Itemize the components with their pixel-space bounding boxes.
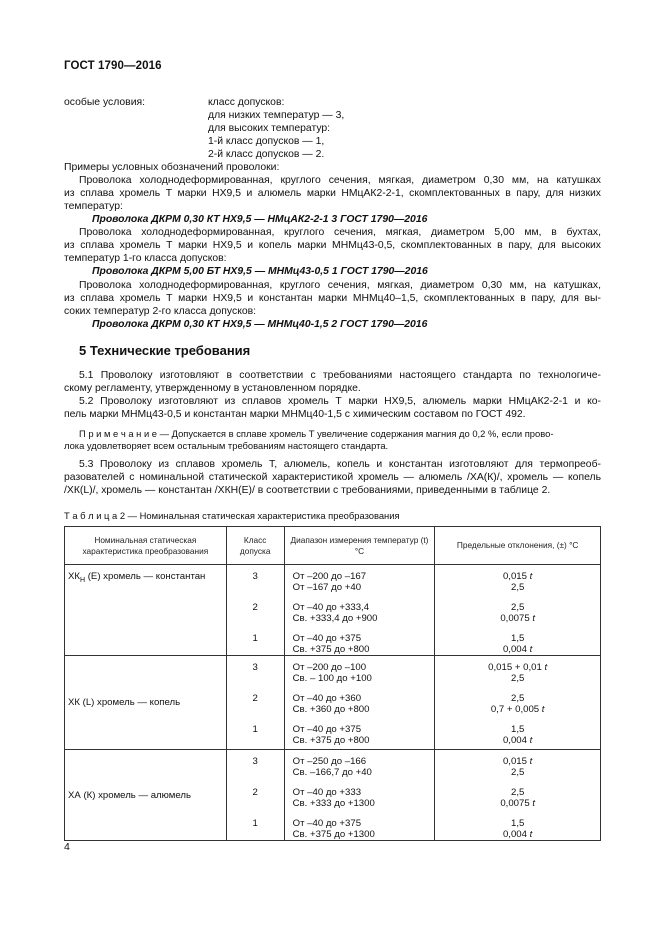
para-5-1-line: 5.1 Проволоку изготовляют в соответствии с требованиями настоящего стандарта по технологиче- xyxy=(79,370,601,381)
range-value: От –40 до +375 xyxy=(292,633,362,644)
range-value: От –200 до –167 xyxy=(292,571,367,582)
deviation-value: 0,0075 t xyxy=(500,613,535,624)
deviation-value: 0,7 + 0,005 t xyxy=(490,704,545,715)
special-line: для низких температур — 3, xyxy=(208,110,345,121)
class-value: 2 xyxy=(252,602,258,613)
characteristic-cell xyxy=(65,750,227,841)
para-5-2-line: пель марки МНМц43-0,5 и константан марки МНМц40-1,5 с химическим составом по ГОСТ 492. xyxy=(64,409,526,420)
example-2-line: температур 1-го класса допусков: xyxy=(64,253,227,264)
range-value: Св. +375 до +800 xyxy=(292,735,370,746)
special-line: 2-й класс допусков — 2. xyxy=(208,149,325,160)
header-class: Класс допуска xyxy=(226,527,284,565)
example-2-line: из сплава хромель Т марки НХ9,5 и копель марки МНМц43-0,5, скомплектованных в пару, для высоких xyxy=(64,240,601,251)
table-2 xyxy=(64,526,601,841)
deviation-cell xyxy=(435,565,601,656)
range-value: От –200 до –100 xyxy=(292,662,367,673)
range-value: Св. +333 до +1300 xyxy=(292,798,375,809)
range-value: От –167 до +40 xyxy=(292,582,362,593)
para-5-1-line: скому регламенту, утвержденному в установленном порядке. xyxy=(64,383,361,394)
range-value: От –40 до +333,4 xyxy=(292,602,370,613)
deviation-value: 0,004 t xyxy=(502,829,533,840)
deviation-value: 1,5 xyxy=(510,818,525,829)
range-value: От –40 до +375 xyxy=(292,818,362,829)
example-1-line: из сплава хромель Т марки НХ9,5 и алюмель марки НМцАК2-2-1, скомплектованных в пару, для низких xyxy=(64,188,601,199)
section-title: 5 Технические требования xyxy=(79,343,251,358)
class-value: 1 xyxy=(252,633,258,644)
header-deviation: Предельные отклонения, (±) °C xyxy=(435,527,601,565)
characteristic-subscript: Н xyxy=(80,576,86,584)
note-line: лока удовлетворяет всем остальным требованиям настоящего стандарта. xyxy=(64,440,389,451)
table-caption-text: 2 — Номинальная статическая характеристика преобразования xyxy=(117,510,400,521)
class-value: 3 xyxy=(252,662,258,673)
deviation-value: 2,5 xyxy=(510,693,525,704)
example-3-line: Проволока холоднодеформированная, круглого сечения, мягкая, диаметром 0,30 мм, на катушках, xyxy=(79,280,601,291)
range-cell xyxy=(284,750,435,841)
deviation-value: 2,5 xyxy=(510,673,525,684)
class-value: 1 xyxy=(252,724,258,735)
deviation-value: 1,5 xyxy=(510,633,525,644)
example-3-line: из сплава хромель Т марки НХ9,5 и константан марки МНМц40–1,5, скомплектованных в пару, для вы- xyxy=(64,293,601,304)
class-value: 3 xyxy=(252,756,258,767)
deviation-value: 0,015 t xyxy=(502,756,533,767)
page-number: 4 xyxy=(64,841,70,853)
table-caption xyxy=(64,510,400,521)
class-cell xyxy=(226,750,284,841)
example-3-designation: Проволока ДКРМ 0,30 КТ НХ9,5 — МНМц40-1,5 2 ГОСТ 1790—2016 xyxy=(92,319,428,330)
example-3-line: соких температур 2-го класса допусков: xyxy=(64,306,257,317)
example-1-designation: Проволока ДКРМ 0,30 КТ НХ9,5 — НМцАК2-2-1 3 ГОСТ 1790—2016 xyxy=(92,214,428,225)
examples-heading: Примеры условных обозначений проволоки: xyxy=(64,162,280,173)
class-cell xyxy=(226,656,284,750)
class-value: 2 xyxy=(252,787,258,798)
range-value: Св. – 100 до +100 xyxy=(292,673,372,684)
characteristic-cell xyxy=(65,565,227,656)
document-header: ГОСТ 1790—2016 xyxy=(64,60,162,72)
note-text: — Допускается в сплаве хромель Т увеличение содержания магния до 0,2 %, если прово- xyxy=(157,428,554,439)
para-5-3-line: 5.3 Проволоку из сплавов хромель Т, алюмель, копель и константан изготовляют для термопреоб- xyxy=(79,459,601,470)
para-5-2-line: 5.2 Проволоку изготовляют из сплавов хромель Т марки НХ9,5, алюмель марки НМцАК2-2-1 и ко- xyxy=(79,396,601,407)
characteristic-cell xyxy=(65,656,227,750)
table-row xyxy=(65,565,601,656)
deviation-cell xyxy=(435,656,601,750)
deviation-value: 2,5 xyxy=(510,602,525,613)
deviation-value: 0,015 + 0,01 t xyxy=(488,662,548,673)
range-value: От –40 до +333 xyxy=(292,787,362,798)
table-caption-label: Т а б л и ц а xyxy=(64,510,118,521)
range-value: Св. +333,4 до +900 xyxy=(292,613,378,624)
class-value: 1 xyxy=(252,818,258,829)
class-cell xyxy=(226,565,284,656)
deviation-value: 2,5 xyxy=(510,767,525,778)
example-2-designation: Проволока ДКРМ 5,00 БТ НХ9,5 — МНМц43-0,5 1 ГОСТ 1790—2016 xyxy=(92,266,428,277)
characteristic-name: ХА (К) хромель — алюмель xyxy=(68,789,191,801)
para-5-3-line: /ХК(L)/, хромель — константан /ХКН(Е)/ в соответствии с требованиями, приведенными в таблице 2. xyxy=(64,485,551,496)
range-cell xyxy=(284,656,435,750)
header-characteristic: Номинальная статическая характеристика преобразования xyxy=(65,527,227,565)
range-value: Св. +360 до +800 xyxy=(292,704,370,715)
header-range: Диапазон измерения температур (t) °C xyxy=(284,527,435,565)
range-cell xyxy=(284,565,435,656)
deviation-value: 1,5 xyxy=(510,724,525,735)
special-line: класс допусков: xyxy=(208,97,285,108)
characteristic-name-rest: (Е) хромель — константан xyxy=(85,571,206,582)
range-value: Св. –166,7 до +40 xyxy=(292,767,372,778)
example-2-line: Проволока холоднодеформированная, круглого сечения, мягкая, диаметром 5,00 мм, в бухтах, xyxy=(79,227,601,238)
characteristic-name: ХК (L) хромель — копель xyxy=(68,697,181,708)
deviation-value: 0,0075 t xyxy=(500,798,535,809)
special-line: 1-й класс допусков — 1, xyxy=(208,136,325,147)
table-row xyxy=(65,656,601,750)
class-value: 3 xyxy=(252,571,258,582)
deviation-value: 2,5 xyxy=(510,582,525,593)
para-5-3-line: разователей с номинальной статической характеристикой хромель — алюмель /ХА(К)/, хромель — копель xyxy=(64,472,601,483)
characteristic-name: ХК xyxy=(68,571,80,582)
deviation-cell xyxy=(435,750,601,841)
table-row xyxy=(65,750,601,841)
range-value: От –250 до –166 xyxy=(292,756,367,767)
example-1-line: Проволока холоднодеформированная, круглого сечения, мягкая, диаметром 0,30 мм, на катушках xyxy=(79,175,601,186)
special-line: для высоких температур: xyxy=(208,123,331,134)
class-value: 2 xyxy=(252,693,258,704)
range-value: Св. +375 до +1300 xyxy=(292,829,375,840)
special-conditions-label: особые условия: xyxy=(64,97,146,108)
range-value: Св. +375 до +800 xyxy=(292,644,370,655)
deviation-value: 0,004 t xyxy=(502,644,533,655)
range-value: От –40 до +360 xyxy=(292,693,362,704)
deviation-value: 2,5 xyxy=(510,787,525,798)
note-label: П р и м е ч а н и е xyxy=(79,428,158,439)
deviation-value: 0,004 t xyxy=(502,735,533,746)
example-1-line: температур: xyxy=(64,201,123,212)
table-header-row xyxy=(65,527,601,565)
deviation-value: 0,015 t xyxy=(502,571,533,582)
range-value: От –40 до +375 xyxy=(292,724,362,735)
